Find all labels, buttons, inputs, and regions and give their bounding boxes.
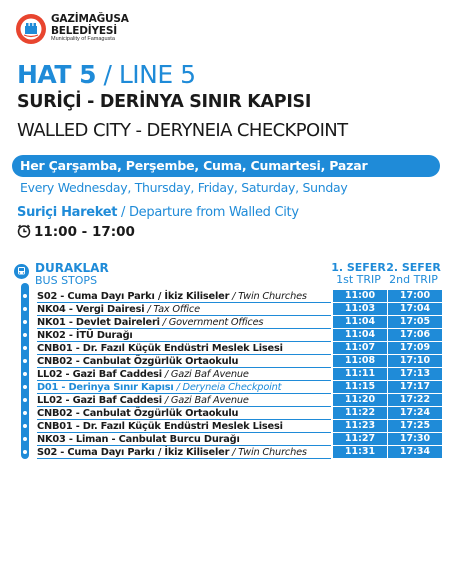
- stop-code: NK03 -: [37, 434, 76, 445]
- trip1-header-tr: 1. SEFER: [331, 261, 386, 274]
- stop-code: CNB02 -: [37, 408, 83, 419]
- trip1-time: 11:04: [333, 316, 387, 328]
- trip2-time: 17:00: [388, 290, 442, 302]
- stop-name-tr: Gazi Baf Caddesi: [72, 369, 162, 380]
- trip2-header-en: 2nd TRIP: [389, 273, 438, 286]
- stop-marker: [23, 333, 27, 337]
- trip2-time: 17:09: [388, 342, 442, 354]
- stop-name-tr: Cuma Dayı Parkı / İkiz Kiliseler: [67, 291, 230, 302]
- trip1-time: 11:07: [333, 342, 387, 354]
- stop-name-en: / Tax Office: [144, 304, 200, 315]
- stop-marker: [23, 307, 27, 311]
- stops-header-en: BUS STOPS: [35, 274, 98, 287]
- trip2-column-header: [386, 262, 441, 285]
- table-row: [37, 355, 437, 368]
- stop-name-tr: Vergi Dairesi: [75, 304, 145, 315]
- stop-marker: [23, 385, 27, 389]
- service-days-tr: Her Çarşamba, Perşembe, Cuma, Cumartesi, Pazar: [12, 155, 440, 177]
- stop-code: S02 -: [37, 447, 68, 458]
- timetable: [37, 290, 437, 459]
- stop-marker: [23, 398, 27, 402]
- trip2-time: 17:10: [388, 355, 442, 367]
- table-row: [37, 420, 437, 433]
- trip1-column-header: [331, 262, 386, 285]
- stop-marker: [23, 424, 27, 428]
- stop-marker: [23, 359, 27, 363]
- trip2-time: 17:05: [388, 316, 442, 328]
- stop-code: LL02 -: [37, 369, 73, 380]
- trip1-time: 11:04: [333, 329, 387, 341]
- stop-name-en: / Gazi Baf Avenue: [161, 369, 249, 380]
- stop-code: CNB01 -: [37, 421, 83, 432]
- stop-name-tr: Devlet Daireleri: [75, 317, 160, 328]
- brand-line-2: BELEDİYESİ: [51, 24, 117, 37]
- table-row: [37, 433, 437, 446]
- stop-name-tr: Canbulat Özgürlük Ortaokulu: [82, 356, 239, 367]
- bus-stops-header-icon: [14, 263, 29, 285]
- trip2-time: 17:04: [388, 303, 442, 315]
- service-days-en: Every Wednesday, Thursday, Friday, Saturday, Sunday: [20, 180, 348, 195]
- trip1-time: 11:00: [333, 290, 387, 302]
- stop-name-tr: Derinya Sınır Kapısı: [68, 382, 174, 393]
- stop-name-tr: Liman - Canbulat Burcu Durağı: [75, 434, 240, 445]
- table-row: [37, 446, 437, 459]
- line-title: [17, 60, 195, 89]
- table-row: [37, 290, 437, 303]
- trip2-time: 17:24: [388, 407, 442, 419]
- trip1-time: 11:31: [333, 446, 387, 458]
- bus-icon: [14, 263, 29, 280]
- stop-code: NK04 -: [37, 304, 76, 315]
- stop-code: NK02 -: [37, 330, 76, 341]
- brand-subtitle: Municipality of Famagusta: [51, 36, 115, 42]
- trip1-time: 11:20: [333, 394, 387, 406]
- row-divider: [37, 458, 331, 459]
- table-row: [37, 329, 437, 342]
- stop-name-tr: Dr. Fazıl Küçük Endüstri Meslek Lisesi: [82, 421, 283, 432]
- trip2-time: 17:06: [388, 329, 442, 341]
- line-number-en: LINE 5: [118, 60, 196, 89]
- table-row: [37, 407, 437, 420]
- stop-marker: [23, 372, 27, 376]
- table-row: [37, 303, 437, 316]
- trip1-time: 11:23: [333, 420, 387, 432]
- table-row: [37, 342, 437, 355]
- clock-icon: [17, 224, 31, 238]
- operating-hours: [17, 224, 135, 240]
- stop-marker: [23, 411, 27, 415]
- stop-code: NK01 -: [37, 317, 76, 328]
- line-number-tr: HAT 5: [17, 60, 96, 89]
- brand-line-1: GAZİMAĞUSA: [51, 13, 129, 25]
- stop-marker: [23, 320, 27, 324]
- stop-name-tr: Canbulat Özgürlük Ortaokulu: [82, 408, 239, 419]
- trip2-time: 17:17: [388, 381, 442, 393]
- trip1-time: 11:22: [333, 407, 387, 419]
- municipality-name: [51, 14, 129, 43]
- trip1-time: 11:15: [333, 381, 387, 393]
- trip1-time: 11:03: [333, 303, 387, 315]
- stop-name-tr: Gazi Baf Caddesi: [72, 395, 162, 406]
- table-row: [37, 381, 437, 394]
- stop-marker: [23, 437, 27, 441]
- table-row: [37, 316, 437, 329]
- line-separator: /: [103, 60, 112, 89]
- route-name-en: WALLED CITY - DERYNEIA CHECKPOINT: [17, 120, 348, 141]
- stop-code: CNB01 -: [37, 343, 83, 354]
- stop-name-en: / Gazi Baf Avenue: [161, 395, 249, 406]
- trip1-time: 11:27: [333, 433, 387, 445]
- stop-code: CNB02 -: [37, 356, 83, 367]
- stop-name-en: / Government Offices: [159, 317, 264, 328]
- departure-label-tr: Suriçi Hareket: [17, 205, 118, 220]
- trip2-time: 17:34: [388, 446, 442, 458]
- route-name-tr: SURİÇİ - DERİNYA SINIR KAPISI: [17, 92, 312, 112]
- stop-marker: [23, 450, 27, 454]
- stop-name-en: / Twin Churches: [229, 447, 307, 458]
- trip1-time: 11:11: [333, 368, 387, 380]
- stops-column-header: [35, 262, 109, 286]
- departure-separator: /: [121, 205, 126, 220]
- stop-name-tr: Cuma Dayı Parkı / İkiz Kiliseler: [67, 447, 230, 458]
- departure-label-en: Departure from Walled City: [128, 205, 299, 220]
- trip2-header-tr: 2. SEFER: [386, 261, 441, 274]
- stop-marker: [23, 294, 27, 298]
- municipality-seal-icon: [16, 14, 46, 44]
- stop-name-tr: Dr. Fazıl Küçük Endüstri Meslek Lisesi: [82, 343, 283, 354]
- stop-code: S02 -: [37, 291, 68, 302]
- trip2-time: 17:25: [388, 420, 442, 432]
- trip1-header-en: 1st TRIP: [336, 273, 381, 286]
- table-row: [37, 394, 437, 407]
- municipality-logo: [16, 14, 46, 44]
- trip2-time: 17:22: [388, 394, 442, 406]
- stops-header-tr: DURAKLAR: [35, 261, 109, 275]
- departure-label: [17, 205, 299, 220]
- stop-code: D01 -: [37, 382, 69, 393]
- stop-code: LL02 -: [37, 395, 73, 406]
- stop-name-en: / Deryneia Checkpoint: [173, 382, 282, 393]
- trip1-time: 11:08: [333, 355, 387, 367]
- hours-text: 11:00 - 17:00: [34, 224, 135, 240]
- stop-name-en: / Twin Churches: [229, 291, 307, 302]
- trip2-time: 17:13: [388, 368, 442, 380]
- trip2-time: 17:30: [388, 433, 442, 445]
- stop-marker: [23, 346, 27, 350]
- stop-name-tr: İTÜ Durağı: [75, 330, 133, 341]
- table-row: [37, 368, 437, 381]
